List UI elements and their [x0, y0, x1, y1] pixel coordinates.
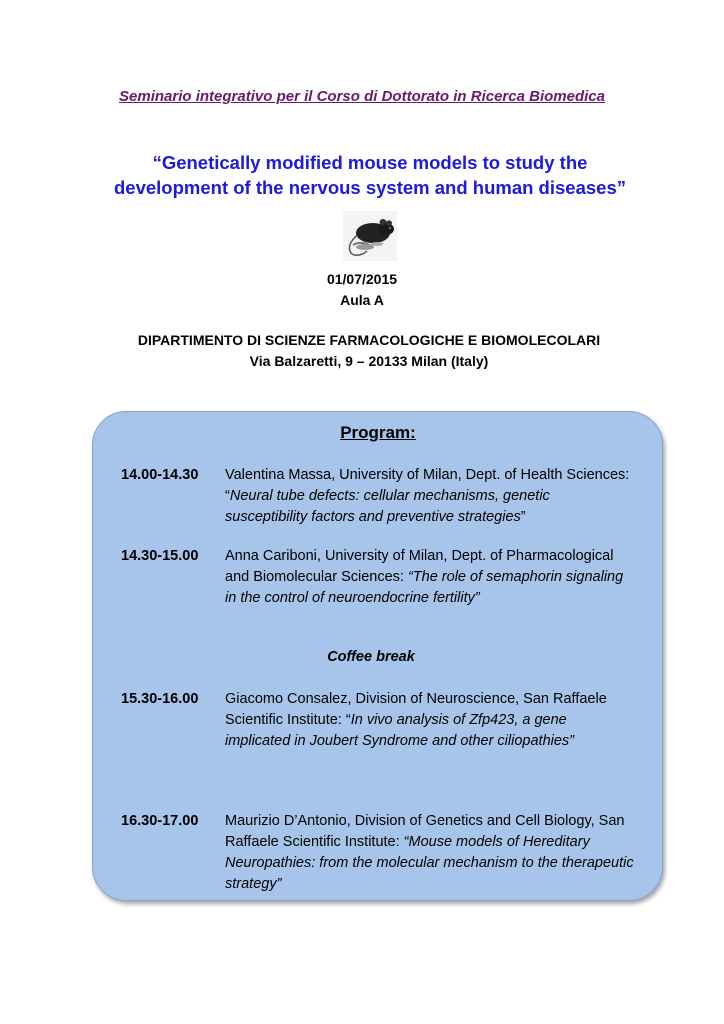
seminar-title [60, 150, 680, 200]
slot-close-quote: ” [520, 509, 526, 525]
coffee-break: Coffee break [327, 649, 415, 665]
seminar-subtitle: Seminario integrativo per il Corso di Dottorato in Ricerca Biomedica [119, 88, 605, 105]
slot-description [225, 689, 635, 752]
title-line-2: development of the nervous system and human diseases” [114, 177, 626, 198]
event-date: 01/07/2015 [326, 271, 398, 287]
slot-speaker: Valentina Massa, University of Milan, Dept. of Health Sciences: “ [225, 467, 630, 504]
slot-description [225, 546, 635, 609]
event-room: Aula A [340, 292, 384, 308]
title-line-1: “Genetically modified mouse models to study the [152, 152, 588, 173]
program-heading: Program: [340, 423, 416, 442]
slot-speaker: Anna Cariboni, University of Milan, Dept. of Pharmacological and Biomolecular Sciences: [225, 548, 614, 585]
slot-talk-title: Neural tube defects: cellular mechanisms, genetic susceptibility factors and preventive strategies [225, 488, 550, 525]
slot-time: 14.30-15.00 [121, 548, 199, 564]
mouse-illustration [343, 211, 397, 261]
slot-talk-title: “The role of semaphorin signaling in the control of neuroendocrine fertility” [225, 569, 624, 606]
slot-talk-title: In vivo analysis of Zfp423, a gene implicated in Joubert Syndrome and other ciliopathies” [225, 712, 574, 749]
slot-time: 15.30-16.00 [121, 691, 199, 707]
slot-time: 14.00-14.30 [121, 467, 199, 483]
slot-time: 16.30-17.00 [121, 813, 199, 829]
slot-speaker: Giacomo Consalez, Division of Neuroscience, San Raffaele Scientific Institute: “ [225, 691, 607, 728]
slot-description [225, 465, 635, 528]
department-address: Via Balzaretti, 9 – 20133 Milan (Italy) [249, 353, 489, 369]
slot-speaker: Maurizio D’Antonio, Division of Genetics and Cell Biology, San Raffaele Scientific Institute: [225, 813, 625, 850]
slot-description [225, 811, 635, 895]
slot-talk-title: “Mouse models of Hereditary Neuropathies: from the molecular mechanism to the therapeutic strategy” [225, 834, 634, 892]
department-name: DIPARTIMENTO DI SCIENZE FARMACOLOGICHE E BIOMOLECOLARI [137, 332, 601, 348]
